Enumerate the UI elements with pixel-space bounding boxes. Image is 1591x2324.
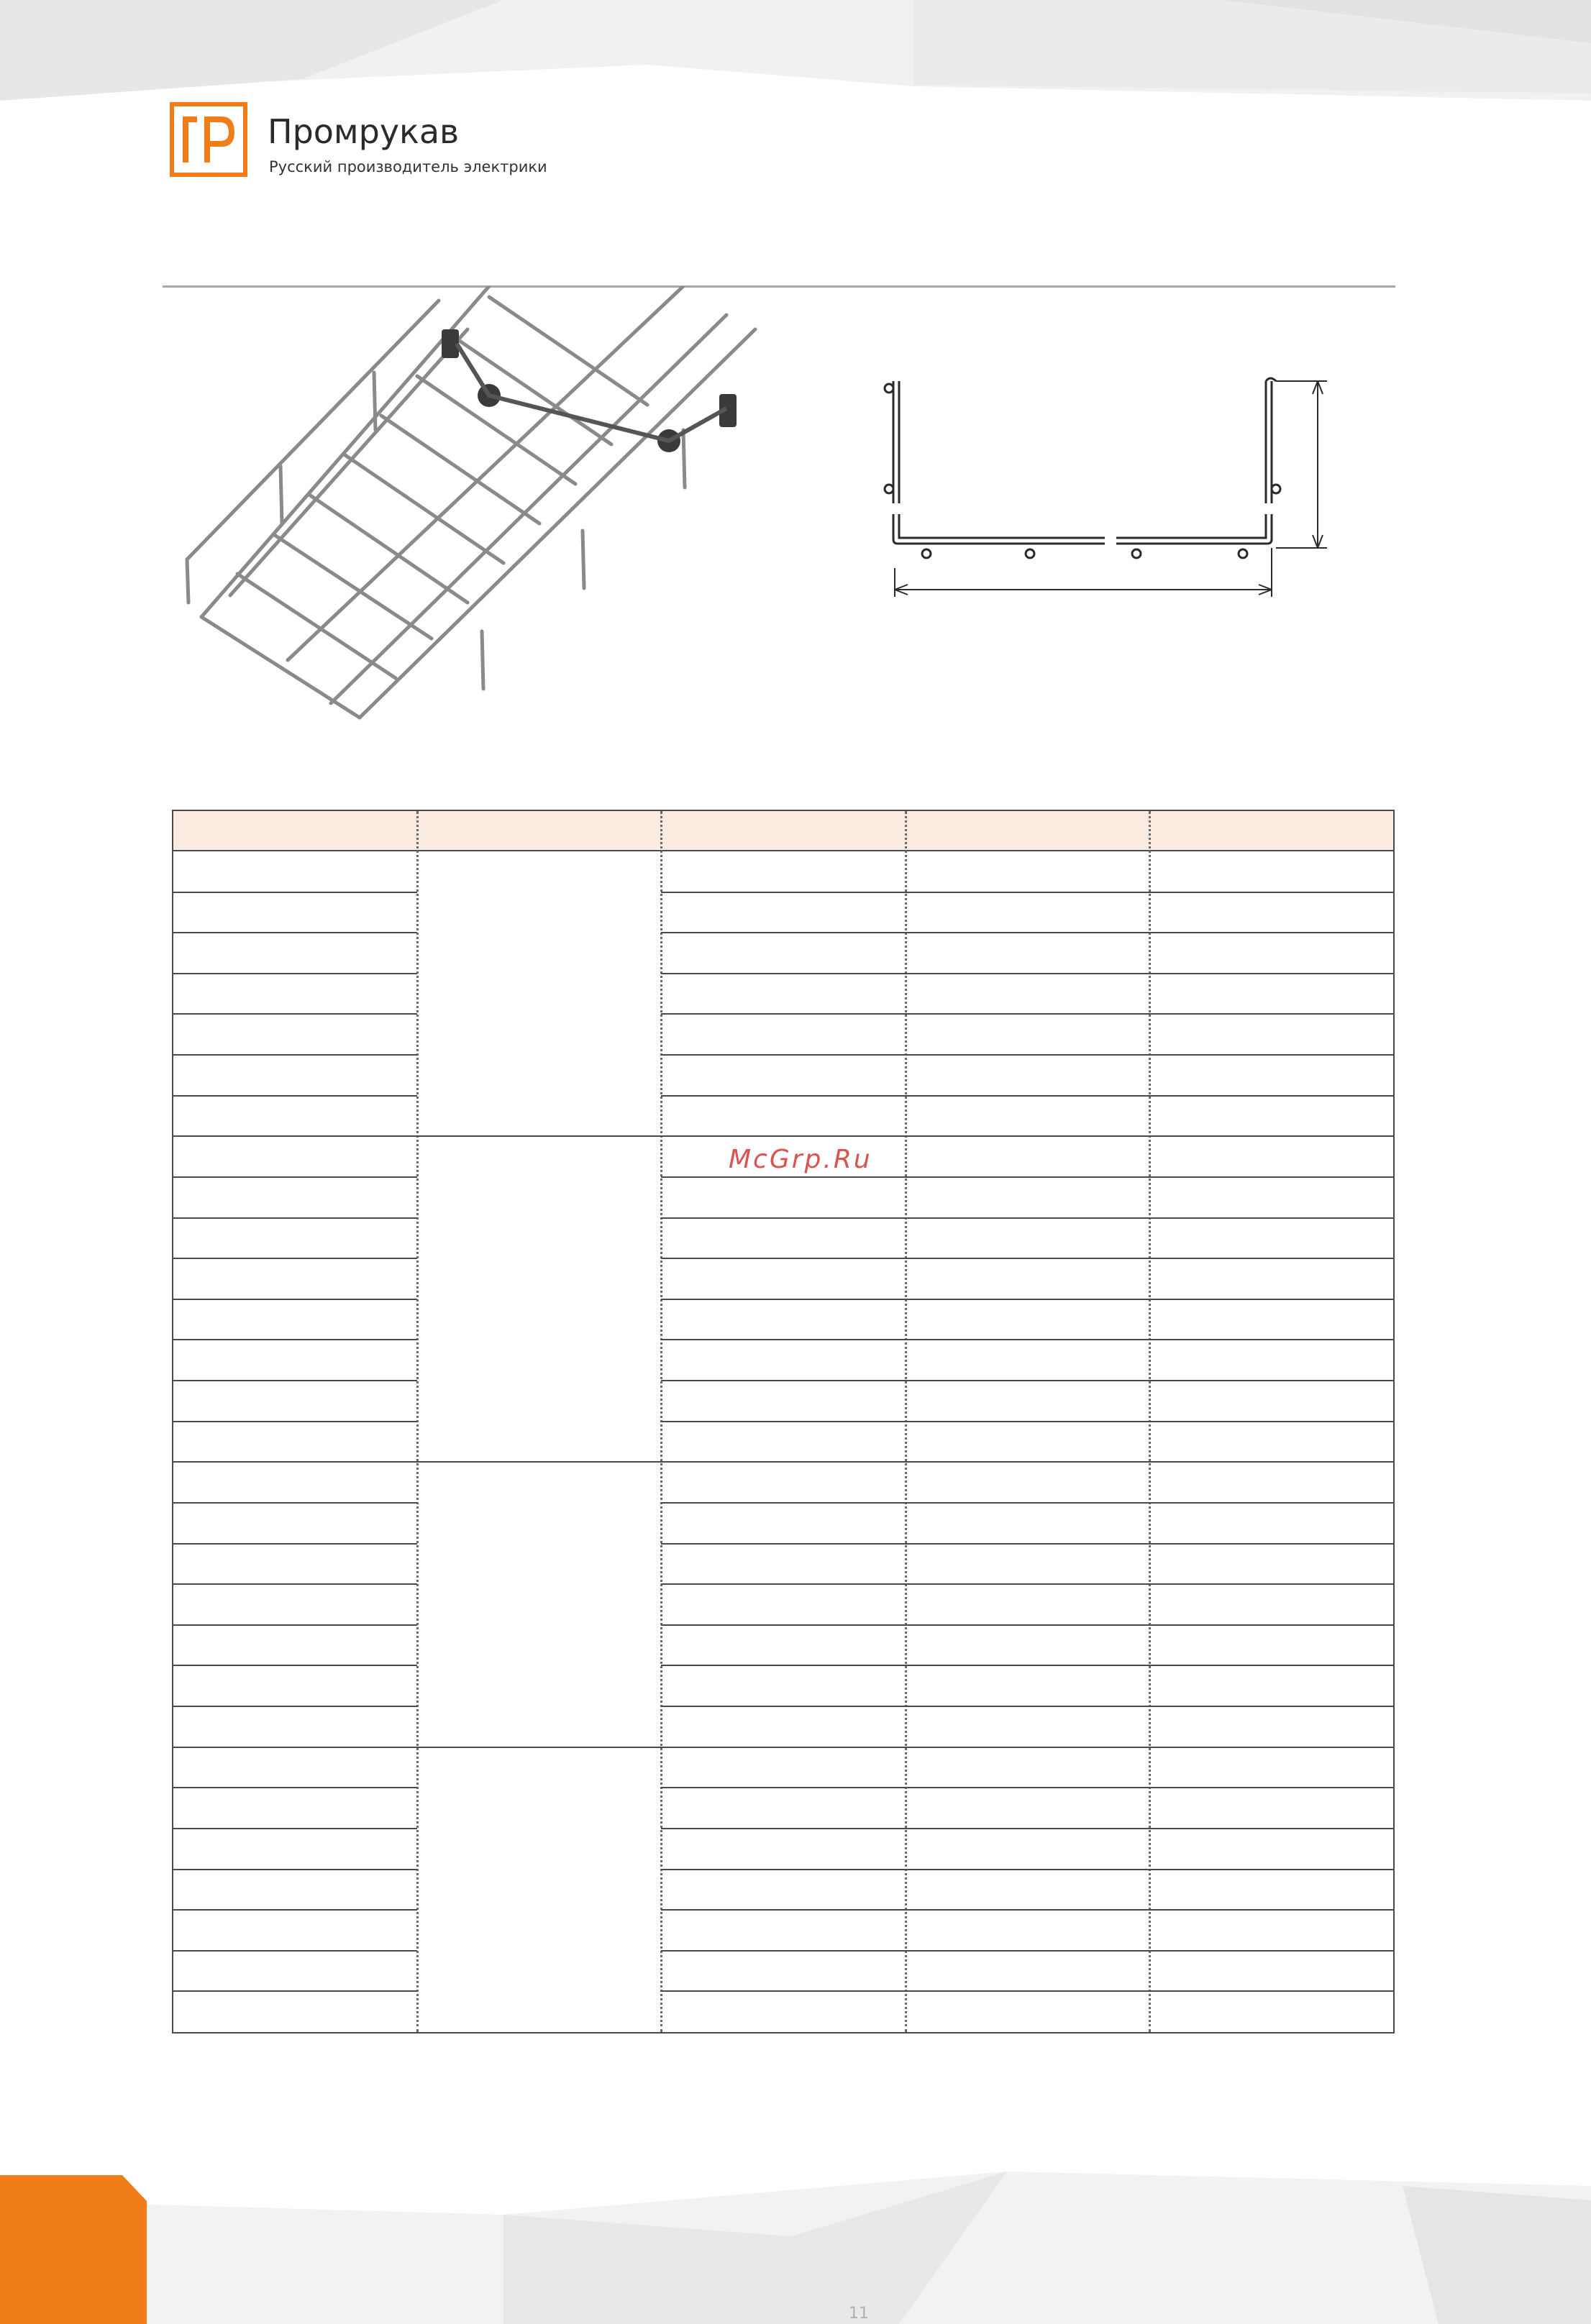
- table-row-divider: [661, 1665, 1393, 1666]
- table-row-divider: [173, 1828, 417, 1829]
- table-row-divider: [661, 1339, 1393, 1340]
- table-row-divider: [173, 1258, 417, 1259]
- table-row-divider: [661, 1828, 1393, 1829]
- table-row-divider: [661, 1583, 1393, 1585]
- tray-profile-drawing: [863, 360, 1338, 618]
- table-row-divider: [661, 1502, 1393, 1504]
- table-row-divider: [173, 1502, 417, 1504]
- table-row-divider: [661, 892, 1393, 893]
- table-row-divider: [173, 932, 417, 933]
- table-row-divider: [173, 1543, 417, 1545]
- table-row-divider: [173, 1217, 417, 1219]
- table-row-divider: [173, 1706, 417, 1707]
- table-row-divider: [173, 1421, 417, 1422]
- table-row-divider: [173, 1909, 417, 1911]
- table-group-divider: [173, 1747, 1393, 1748]
- table-row-divider: [173, 1176, 417, 1178]
- table-row-divider: [661, 1299, 1393, 1300]
- table-row-divider: [661, 1706, 1393, 1707]
- table-row-divider: [661, 1054, 1393, 1056]
- table-row-divider: [661, 1990, 1393, 1992]
- table-group-divider: [173, 1135, 1393, 1137]
- table-row-divider: [661, 1869, 1393, 1870]
- table-row-divider: [173, 1950, 417, 1952]
- table-row-divider: [661, 1176, 1393, 1178]
- table-row-divider: [661, 973, 1393, 974]
- table-row-divider: [661, 1013, 1393, 1015]
- table-row-divider: [661, 1950, 1393, 1952]
- watermark-text: McGrp.Ru: [729, 1145, 872, 1174]
- table-row-divider: [661, 1258, 1393, 1259]
- table-row-divider: [173, 1013, 417, 1015]
- table-row-divider: [173, 892, 417, 893]
- brand-logo-mark: [170, 102, 247, 177]
- orange-footer-tab: [0, 2175, 147, 2324]
- table-row-divider: [661, 1624, 1393, 1626]
- table-row-divider: [173, 1380, 417, 1381]
- table-row-divider: [661, 1787, 1393, 1788]
- table-row-divider: [173, 1339, 417, 1340]
- wire-mesh-tray-illustration: [180, 286, 762, 746]
- table-row-divider: [173, 1054, 417, 1056]
- table-row-divider: [173, 1583, 417, 1585]
- table-row-divider: [661, 1421, 1393, 1422]
- specification-table: [172, 810, 1395, 2034]
- brand-tagline: Русский производитель электрики: [269, 158, 547, 175]
- table-header-row: [173, 811, 1393, 851]
- table-row-divider: [173, 1095, 417, 1097]
- table-row-divider: [661, 1217, 1393, 1219]
- table-row-divider: [173, 1665, 417, 1666]
- table-group-divider: [173, 1461, 1393, 1463]
- table-row-divider: [173, 1869, 417, 1870]
- table-row-divider: [661, 1909, 1393, 1911]
- page-number: 11: [849, 2305, 869, 2323]
- table-row-divider: [661, 1543, 1393, 1545]
- table-row-divider: [661, 932, 1393, 933]
- table-row-divider: [173, 1990, 417, 1992]
- table-row-divider: [173, 1624, 417, 1626]
- table-row-divider: [173, 1299, 417, 1300]
- table-row-divider: [661, 1095, 1393, 1097]
- table-row-divider: [173, 1787, 417, 1788]
- table-row-divider: [661, 1380, 1393, 1381]
- table-row-divider: [173, 973, 417, 974]
- brand-name: Промрукав: [268, 112, 460, 151]
